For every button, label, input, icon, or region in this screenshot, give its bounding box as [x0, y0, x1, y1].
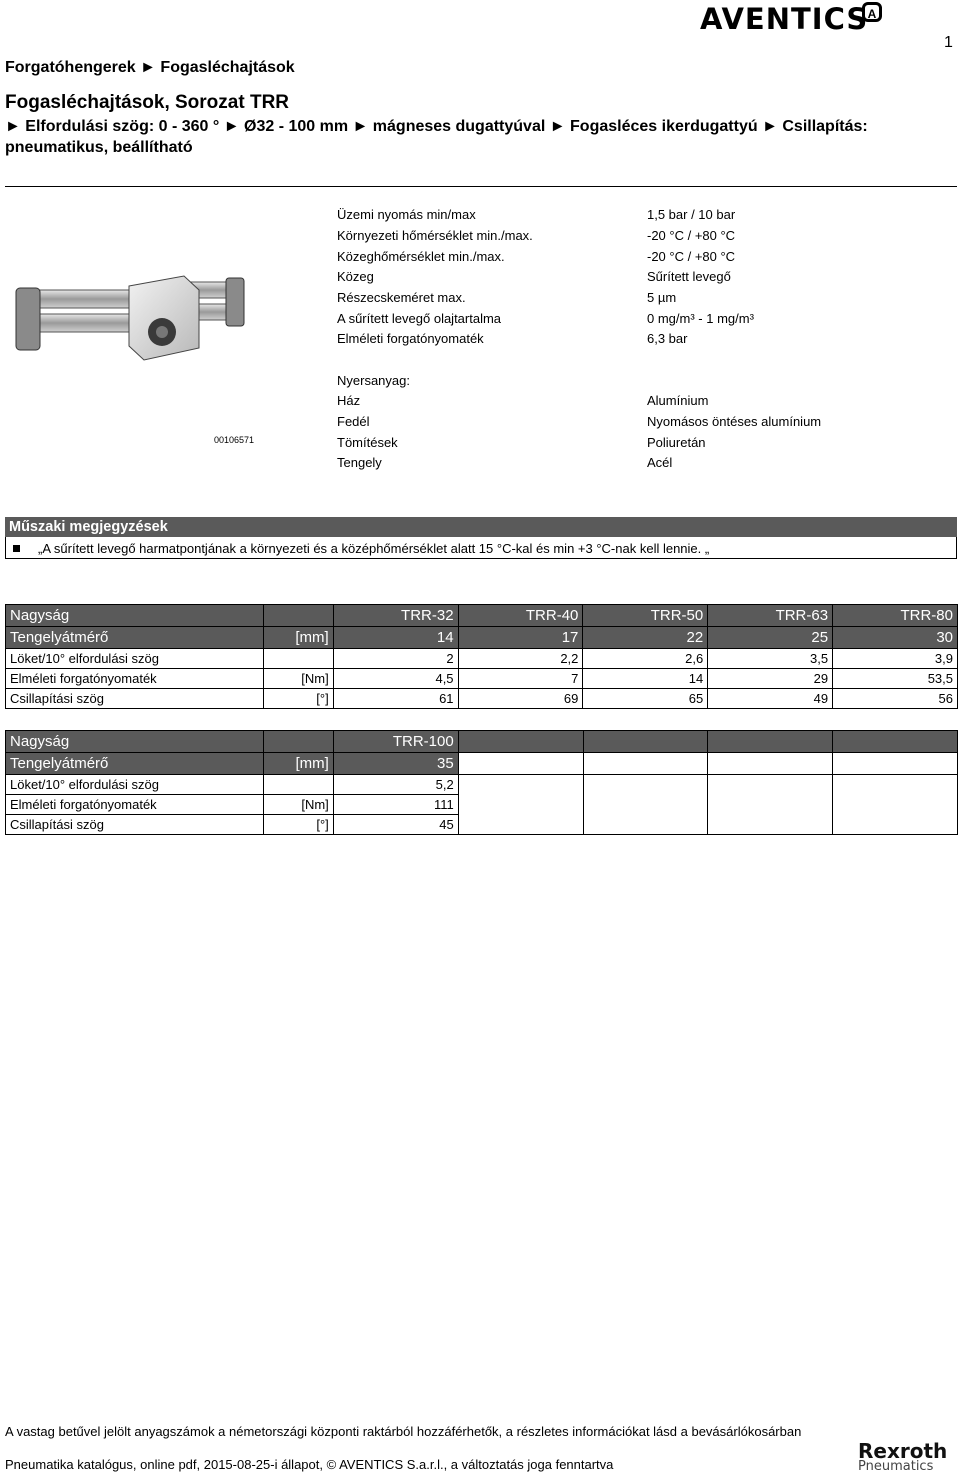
spec-value: Sűrített levegő [647, 269, 731, 284]
empty-cell [708, 795, 833, 815]
table-header-row [6, 605, 958, 627]
spec-label: Üzemi nyomás min/max [337, 207, 476, 222]
empty-cell [833, 775, 958, 795]
material-value: Poliuretán [647, 435, 706, 450]
row-unit: [°] [263, 815, 333, 835]
rexroth-logo: Rexroth [858, 1439, 948, 1463]
row-unit [263, 731, 333, 753]
table-cell: TRR-80 [833, 605, 958, 627]
table-cell: 29 [708, 669, 833, 689]
table-cell: 2,2 [458, 649, 583, 669]
material-value: Acél [647, 455, 673, 470]
spec-value: -20 °C / +80 °C [647, 249, 736, 264]
table-row [6, 649, 958, 669]
spec-table-2 [5, 730, 958, 835]
table-cell: TRR-40 [458, 605, 583, 627]
spec-label: Közeghőmérséklet min./max. [337, 249, 505, 264]
product-image [14, 268, 250, 378]
table-row [6, 689, 958, 709]
empty-cell [458, 775, 583, 795]
row-label: Nagyság [6, 731, 264, 753]
table-row [6, 627, 958, 649]
table-cell: 49 [708, 689, 833, 709]
row-label: Nagyság [6, 605, 264, 627]
row-label: Tengelyátmérő [6, 627, 264, 649]
aventics-logo: AVENTICS [700, 2, 869, 36]
table-cell: TRR-32 [333, 605, 458, 627]
spec-value: -20 °C / +80 °C [647, 228, 736, 243]
row-unit [263, 775, 333, 795]
table-cell: 56 [833, 689, 958, 709]
header-divider [5, 186, 957, 187]
empty-cell [833, 815, 958, 835]
table-cell: 111 [333, 795, 458, 815]
row-label: Csillapítási szög [6, 689, 264, 709]
row-unit [263, 605, 333, 627]
row-label: Tengelyátmérő [6, 753, 264, 775]
table-cell: 25 [708, 627, 833, 649]
table-cell: 69 [458, 689, 583, 709]
empty-cell [583, 753, 708, 775]
spec-label: Részecskeméret max. [337, 290, 466, 305]
page-title: Fogasléchajtások, Sorozat TRR [5, 92, 290, 113]
spec-label: Környezeti hőmérséklet min./max. [337, 228, 533, 243]
page-number: 1 [944, 34, 953, 51]
aventics-logo-mark-icon: A [862, 2, 882, 22]
table-row [6, 795, 958, 815]
empty-cell [583, 775, 708, 795]
table-cell: TRR-50 [583, 605, 708, 627]
table-cell: 17 [458, 627, 583, 649]
rexroth-logo-sub: Pneumatics [858, 1459, 934, 1474]
table-cell: 3,5 [708, 649, 833, 669]
technical-note-text: „A sűrített levegő harmatpontjának a környezeti és a középhőmérséklet alatt 15 °C-kal és min +3 °C-nak kell lennie. „ [38, 541, 710, 556]
page-subtitle: ► Elfordulási szög: 0 - 360 ° ► Ø32 - 100 mm ► mágneses dugattyúval ► Fogasléces ikerdugattyú ► Csillapítás: pneumatikus, beállítható [5, 118, 868, 156]
table-cell: 5,2 [333, 775, 458, 795]
footer-note: A vastag betűvel jelölt anyagszámok a németországi központi raktárból hozzáférhetők, a részletes információkat lásd a bevásárlókosárban [5, 1424, 802, 1439]
table-cell: 2,6 [583, 649, 708, 669]
table-cell: 7 [458, 669, 583, 689]
table-cell: 45 [333, 815, 458, 835]
breadcrumb: Forgatóhengerek ► Fogasléchajtások [5, 59, 295, 76]
row-unit [263, 649, 333, 669]
material-label: Tengely [337, 455, 382, 470]
empty-cell [458, 731, 583, 753]
row-label: Löket/10° elfordulási szög [6, 649, 264, 669]
materials-heading: Nyersanyag: [337, 373, 410, 388]
table-cell: 2 [333, 649, 458, 669]
row-label: Löket/10° elfordulási szög [6, 775, 264, 795]
footer-catalog-info: Pneumatika katalógus, online pdf, 2015-08-25-i állapot, © AVENTICS S.a.r.l., a változtatás joga fenntartva [5, 1457, 614, 1472]
spec-table-1 [5, 604, 958, 709]
empty-cell [583, 731, 708, 753]
table-cell: 35 [333, 753, 458, 775]
spec-value: 5 µm [647, 290, 677, 305]
material-label: Fedél [337, 414, 370, 429]
empty-cell [583, 795, 708, 815]
empty-cell [833, 731, 958, 753]
row-unit: [mm] [263, 753, 333, 775]
empty-cell [833, 795, 958, 815]
spec-value: 1,5 bar / 10 bar [647, 207, 736, 222]
spec-value: 0 mg/m³ - 1 mg/m³ [647, 311, 754, 326]
table-cell: TRR-63 [708, 605, 833, 627]
empty-cell [458, 753, 583, 775]
row-label: Csillapítási szög [6, 815, 264, 835]
table-row [6, 669, 958, 689]
empty-cell [458, 795, 583, 815]
table-cell: 3,9 [833, 649, 958, 669]
table-cell: 61 [333, 689, 458, 709]
row-unit: [Nm] [263, 669, 333, 689]
spec-label: Elméleti forgatónyomaték [337, 331, 484, 346]
row-unit: [mm] [263, 627, 333, 649]
spec-label: A sűrített levegő olajtartalma [337, 311, 502, 326]
bullet-square-icon [13, 545, 20, 552]
table-cell: 14 [583, 669, 708, 689]
material-label: Tömítések [337, 435, 398, 450]
table-header-row [6, 731, 958, 753]
empty-cell [583, 815, 708, 835]
table-cell: 4,5 [333, 669, 458, 689]
row-label: Elméleti forgatónyomaték [6, 795, 264, 815]
material-label: Ház [337, 393, 361, 408]
row-unit: [Nm] [263, 795, 333, 815]
spec-label: Közeg [337, 269, 374, 284]
empty-cell [708, 753, 833, 775]
empty-cell [458, 815, 583, 835]
material-value: Alumínium [647, 393, 709, 408]
table-row [6, 815, 958, 835]
material-value: Nyomásos öntéses alumínium [647, 414, 822, 429]
row-label: Elméleti forgatónyomaték [6, 669, 264, 689]
table-cell: 30 [833, 627, 958, 649]
table-cell: 65 [583, 689, 708, 709]
table-cell: TRR-100 [333, 731, 458, 753]
table-cell: 14 [333, 627, 458, 649]
spec-value: 6,3 bar [647, 331, 688, 346]
empty-cell [708, 815, 833, 835]
table-cell: 22 [583, 627, 708, 649]
table-cell: 53,5 [833, 669, 958, 689]
image-id: 00106571 [214, 435, 255, 445]
empty-cell [708, 731, 833, 753]
empty-cell [833, 753, 958, 775]
technical-notes-heading: Műszaki megjegyzések [5, 517, 957, 537]
row-unit: [°] [263, 689, 333, 709]
empty-cell [708, 775, 833, 795]
table-row [6, 753, 958, 775]
table-row [6, 775, 958, 795]
